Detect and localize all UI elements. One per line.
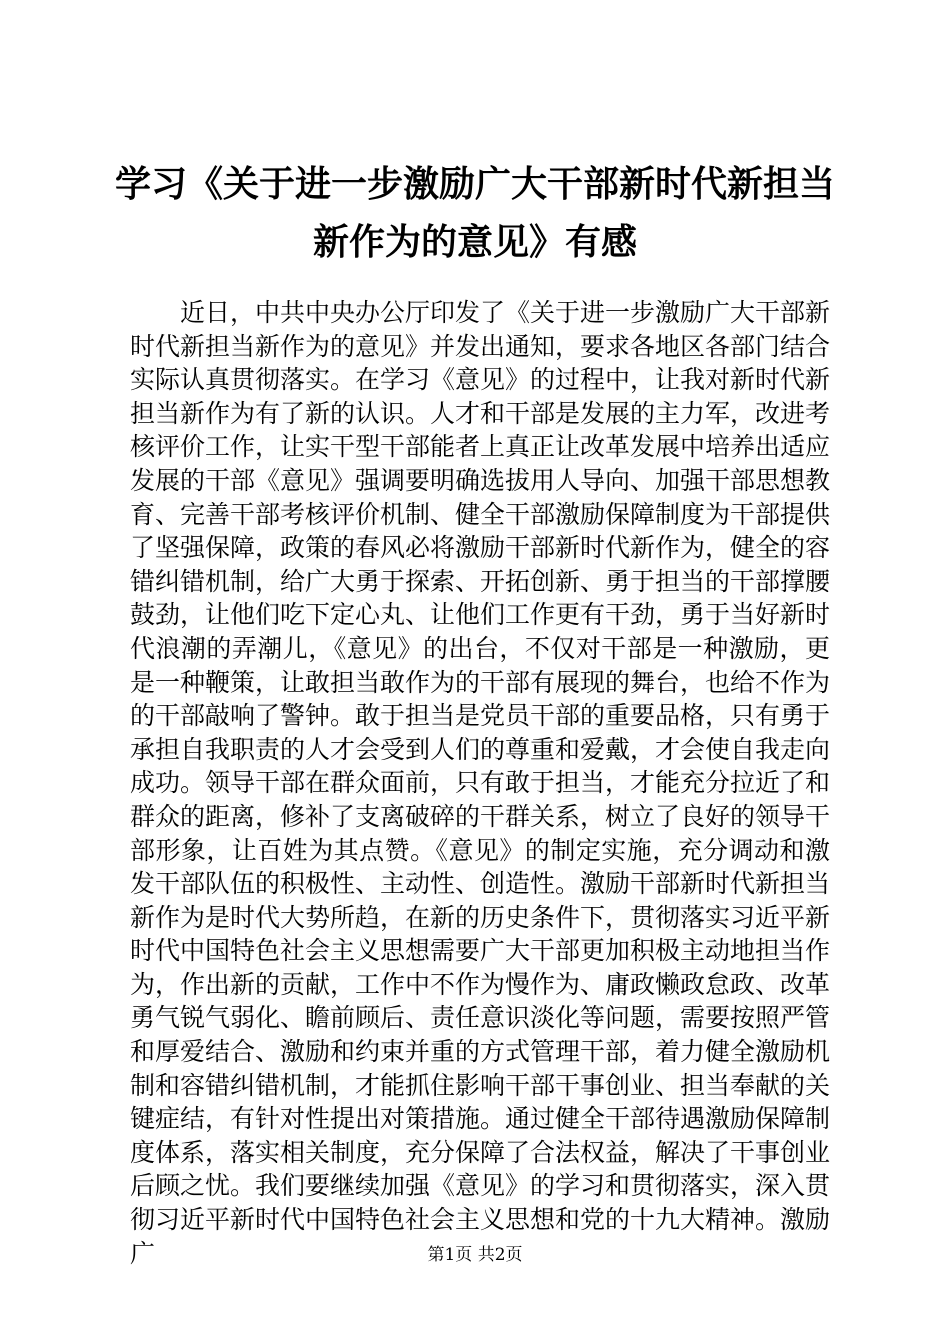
document-title-line-2: 新作为的意见》有感 [312, 222, 637, 263]
page-number-footer: 第1页 共2页 [427, 1245, 523, 1265]
document-title-line-1: 学习《关于进一步激励广大干部新时代新担当 [114, 164, 835, 205]
document-body-paragraph: 近日，中共中央办公厅印发了《关于进一步激励广大干部新时代新担当新作为的意见》并发出通知，要求各地区各部门结合实际认真贯彻落实。在学习《意见》的过程中，让我对新时代新担当新作为有了新的认识。人才和干部是发展的主力军，改进考核评价工作，让实干型干部能者上真正让改革发展中培养出适应发展的干部《意见》强调要明确选拔用人导向、加强干部思想教育、完善干部考核评价机制、健全干部激励保障制度为干部提供了坚强保障，政策的春风必将激励干部新时代新作为，健全的容错纠错机制，给广大勇于探索、开拓创新、勇于担当的干部撑腰鼓劲，让他们吃下定心丸、让他们工作更有干劲，勇于当好新时代浪潮的弄潮儿，《意见》的出台，不仅对干部是一种激励，更是一种鞭策，让敢担当敢作为的干部有展现的舞台，也给不作为的干部敲响了警钟。敢于担当是党员干部的重要品格，只有勇于承担自我职责的人才会受到人们的尊重和爱戴，才会使自我走向成功。领导干部在群众面前，只有敢于担当，才能充分拉近了和群众的距离，修补了支离破碎的干群关系，树立了良好的领导干部形象，让百姓为其点赞。《意见》的制定实施，充分调动和激发干部队伍的积极性、主动性、创造性。激励干部新时代新担当新作为是时代大势所趋，在新的历史条件下，贯彻落实习近平新时代中国特色社会主义思想需要广大干部更加积极主动地担当作为，作出新的贡献，工作中不作为慢作为、庸政懒政怠政、改革勇气锐气弱化、瞻前顾后、责任意识淡化等问题，需要按照严管和厚爱结合、激励和约束并重的方式管理干部，着力健全激励机制和容错纠错机制，才能抓住影响干部干事创业、担当奉献的关键症结，有针对性提出对策措施。通过健全干部待遇激励保障制度体系，落实相关制度，充分保障了合法权益，解决了干事创业后顾之忧。我们要继续加强《意见》的学习和贯彻落实，深入贯彻习近平新时代中国特色社会主义思想和党的十九大精神。激励广 [130, 298, 831, 1268]
